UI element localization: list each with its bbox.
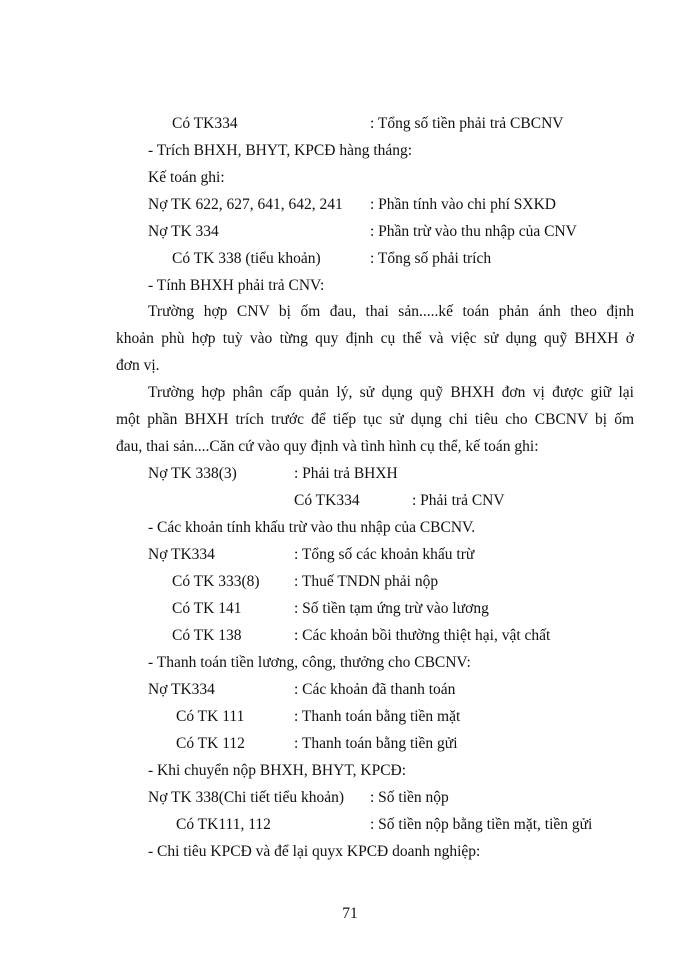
entry-account: Có TK 333(8) [172, 573, 260, 590]
section-heading: - Tính BHXH phải trả CNV: [148, 277, 325, 294]
entry-description: : Tổng số phải trích [370, 250, 492, 267]
paragraph-line: khoản phù hợp tuỳ vào từng quy định cụ thể và việc sử dụng quỹ BHXH ở [116, 330, 634, 347]
entry-description: : Phần tính vào chi phí SXKD [370, 196, 556, 213]
entry-account: Có TK334 [294, 492, 360, 509]
entry-description: : Thanh toán bằng tiền gửi [294, 735, 458, 752]
entry-account: Nợ TK 622, 627, 641, 642, 241 [148, 196, 343, 213]
page-number: 71 [342, 905, 358, 922]
entry-account: Nợ TK334 [148, 681, 215, 698]
paragraph-line: Trường hợp CNV bị ốm đau, thai sản.....kế toán phản ánh theo định [148, 303, 634, 320]
section-heading: - Chi tiêu KPCĐ và để lại quyx KPCĐ doanh nghiệp: [148, 843, 481, 860]
entry-account: Có TK 138 [172, 627, 242, 644]
entry-account: Nợ TK 338(3) [148, 465, 237, 482]
entry-account: Có TK 111 [176, 708, 245, 725]
entry-account: Có TK 112 [176, 735, 245, 752]
entry-description: : Số tiền nộp [370, 789, 449, 806]
entry-description: : Tổng số tiền phải trả CBCNV [370, 115, 564, 132]
entry-account: Nợ TK 338(Chi tiết tiểu khoản) [148, 789, 345, 806]
entry-description: : Phải trả CNV [412, 492, 505, 509]
entry-account: Có TK111, 112 [176, 816, 271, 833]
paragraph-line: đau, thai sản....Căn cứ vào quy định và tình hình cụ thể, kế toán ghi: [116, 438, 539, 455]
text-line: Kế toán ghi: [148, 169, 225, 186]
entry-description: : Số tiền tạm ứng trừ vào lương [294, 600, 489, 617]
paragraph-line: Trường hợp phân cấp quản lý, sử dụng quỹ BHXH đơn vị được giữ lại [148, 384, 634, 401]
entry-description: : Các khoản bồi thường thiệt hại, vật chất [294, 627, 551, 644]
entry-description: : Tổng số các khoản khấu trừ [294, 546, 475, 563]
entry-description: : Thanh toán bằng tiền mặt [294, 708, 461, 725]
entry-description: : Các khoản đã thanh toán [294, 681, 456, 698]
entry-description: : Số tiền nộp bằng tiền mặt, tiền gửi [370, 816, 593, 833]
section-heading: - Khi chuyển nộp BHXH, BHYT, KPCĐ: [148, 762, 407, 779]
entry-account: Có TK 141 [172, 600, 242, 617]
entry-account: Có TK 338 (tiểu khoản) [172, 250, 321, 267]
entry-description: : Phải trả BHXH [294, 465, 398, 482]
paragraph-line: một phần BHXH trích trước để tiếp tục sử dụng chi tiêu cho CBCNV bị ốm [116, 411, 634, 428]
entry-account: Có TK334 [172, 115, 238, 132]
entry-account: Nợ TK334 [148, 546, 215, 563]
entry-description: : Thuế TNDN phải nộp [294, 573, 439, 590]
section-heading: - Thanh toán tiền lương, công, thưởng cho CBCNV: [148, 654, 471, 671]
paragraph-line: đơn vị. [116, 357, 160, 374]
section-heading: - Trích BHXH, BHYT, KPCĐ hàng tháng: [148, 142, 413, 159]
entry-description: : Phần trừ vào thu nhập của CNV [370, 223, 577, 240]
section-heading: - Các khoản tính khấu trừ vào thu nhập của CBCNV. [148, 519, 476, 536]
entry-account: Nợ TK 334 [148, 223, 219, 240]
